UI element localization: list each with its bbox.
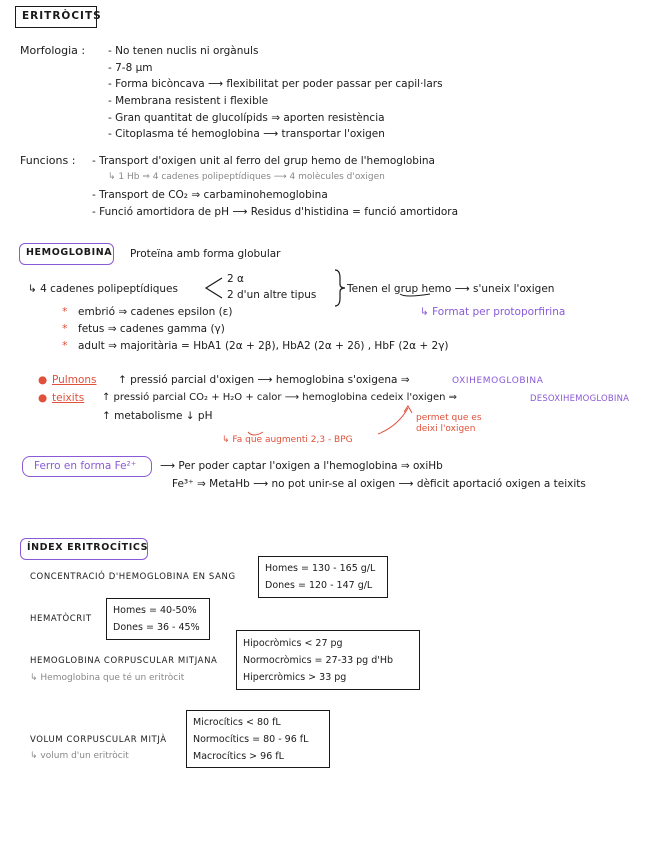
bpg-note: ↳ Fa que augmenti 2,3 - BPG: [222, 435, 353, 445]
morfologia-item: - Gran quantitat de glucolípids ⇒ aporten resistència: [108, 112, 385, 124]
funcions-label: Funcions :: [20, 154, 76, 167]
type-adult: adult ⇒ majoritària = HbA1 (2α + 2β), HbA2 (2α + 2δ) , HbF (2α + 2γ): [78, 340, 449, 352]
morfologia-item: - No tenen nuclis ni orgànuls: [108, 45, 259, 57]
bullet-star: *: [62, 322, 68, 335]
morfologia-item: - Membrana resistent i flexible: [108, 95, 269, 107]
bullet-star: *: [62, 305, 68, 318]
morfologia-item: - Forma bicòncava ⟶ flexibilitat per poder passar per capil·lars: [108, 78, 443, 90]
hcm-normo: Normocròmics = 27-33 pg d'Hb: [243, 655, 394, 666]
grup-hemo-text: Tenen el grup hemo ⟶ s'uneix l'oxigen: [347, 283, 555, 295]
morfologia-item: - Citoplasma té hemoglobina ⟶ transportar l'oxigen: [108, 128, 385, 140]
hcm-sub: ↳ Hemoglobina que té un eritròcit: [30, 673, 185, 683]
bullet-dot: ●: [38, 374, 48, 386]
conc-label: CONCENTRACIÓ D'HEMOGLOBINA EN SANG: [30, 572, 236, 582]
hemoglobina-desc: Proteïna amb forma globular: [130, 248, 281, 260]
teixits-label: teixits: [52, 392, 85, 404]
vcm-normo: Normocítics = 80 - 96 fL: [193, 734, 309, 745]
fe3-text: Fe³⁺ ⇒ MetaHb ⟶ no pot unir-se al oxigen ⟶ dèficit aportació oxigen a teixits: [172, 478, 586, 490]
ferro-label: Ferro en forma Fe²⁺: [34, 460, 137, 472]
oxihemoglobina: OXIHEMOGLOBINA: [452, 376, 544, 386]
chain-alpha: 2 α: [227, 273, 244, 285]
hemato-homes: Homes = 40-50%: [113, 605, 197, 616]
funcions-item: - Transport d'oxigen unit al ferro del grup hemo de l'hemoglobina: [92, 155, 435, 167]
type-fetus: fetus ⇒ cadenes gamma (γ): [78, 323, 225, 335]
index-heading: ÍNDEX ERITROCÍTICS: [27, 542, 149, 553]
conc-dones: Dones = 120 - 147 g/L: [265, 580, 373, 591]
metabolisme-text: ↑ metabolisme ↓ pH: [102, 410, 213, 422]
type-embrio: embrió ⇒ cadenes epsilon (ε): [78, 306, 233, 318]
morfologia-label: Morfologia :: [20, 44, 86, 57]
protoporfirina-note: ↳ Format per protoporfirina: [420, 306, 566, 318]
morfologia-item: - 7-8 μm: [108, 62, 153, 74]
vcm-label: VOLUM CORPUSCULAR MITJÀ: [30, 735, 167, 745]
vcm-macro: Macrocítics > 96 fL: [193, 751, 284, 762]
ferro-text: ⟶ Per poder captar l'oxigen a l'hemoglobina ⇒ oxiHb: [160, 460, 443, 472]
vcm-sub: ↳ volum d'un eritròcit: [30, 751, 129, 761]
hcm-hiper: Hipercròmics > 33 pg: [243, 672, 347, 683]
hcm-hipo: Hipocròmics < 27 pg: [243, 638, 343, 649]
bullet-star: *: [62, 339, 68, 352]
page-title: ERITRÒCITS: [22, 10, 102, 22]
pulmons-text: ↑ pressió parcial d'oxigen ⟶ hemoglobina s'oxigena ⇒: [118, 374, 410, 386]
desoxihemoglobina: DESOXIHEMOGLOBINA: [530, 394, 630, 404]
bullet-dot: ●: [38, 392, 48, 404]
hemato-label: HEMATÒCRIT: [30, 614, 92, 624]
pulmons-label: Pulmons: [52, 374, 97, 386]
teixits-text: ↑ pressió parcial CO₂ + H₂O + calor ⟶ hemoglobina cedeix l'oxigen ⇒: [102, 392, 458, 403]
conc-homes: Homes = 130 - 165 g/L: [265, 563, 376, 574]
chains-label: ↳ 4 cadenes polipeptídiques: [28, 283, 178, 295]
funcions-item: - Transport de CO₂ ⇒ carbaminohemoglobina: [92, 189, 328, 201]
funcions-subitem: ↳ 1 Hb ⇒ 4 cadenes polipeptídiques ⟶ 4 molècules d'oxigen: [108, 172, 385, 182]
hemato-dones: Dones = 36 - 45%: [113, 622, 200, 633]
hcm-label: HEMOGLOBINA CORPUSCULAR MITJANA: [30, 656, 218, 666]
hemoglobina-heading: HEMOGLOBINA: [26, 247, 113, 258]
chain-other: 2 d'un altre tipus: [227, 289, 317, 301]
permet-note: permet que es deixi l'oxigen: [416, 413, 482, 434]
vcm-micro: Microcítics < 80 fL: [193, 717, 281, 728]
funcions-item: - Funció amortidora de pH ⟶ Residus d'histidina = funció amortidora: [92, 206, 459, 218]
